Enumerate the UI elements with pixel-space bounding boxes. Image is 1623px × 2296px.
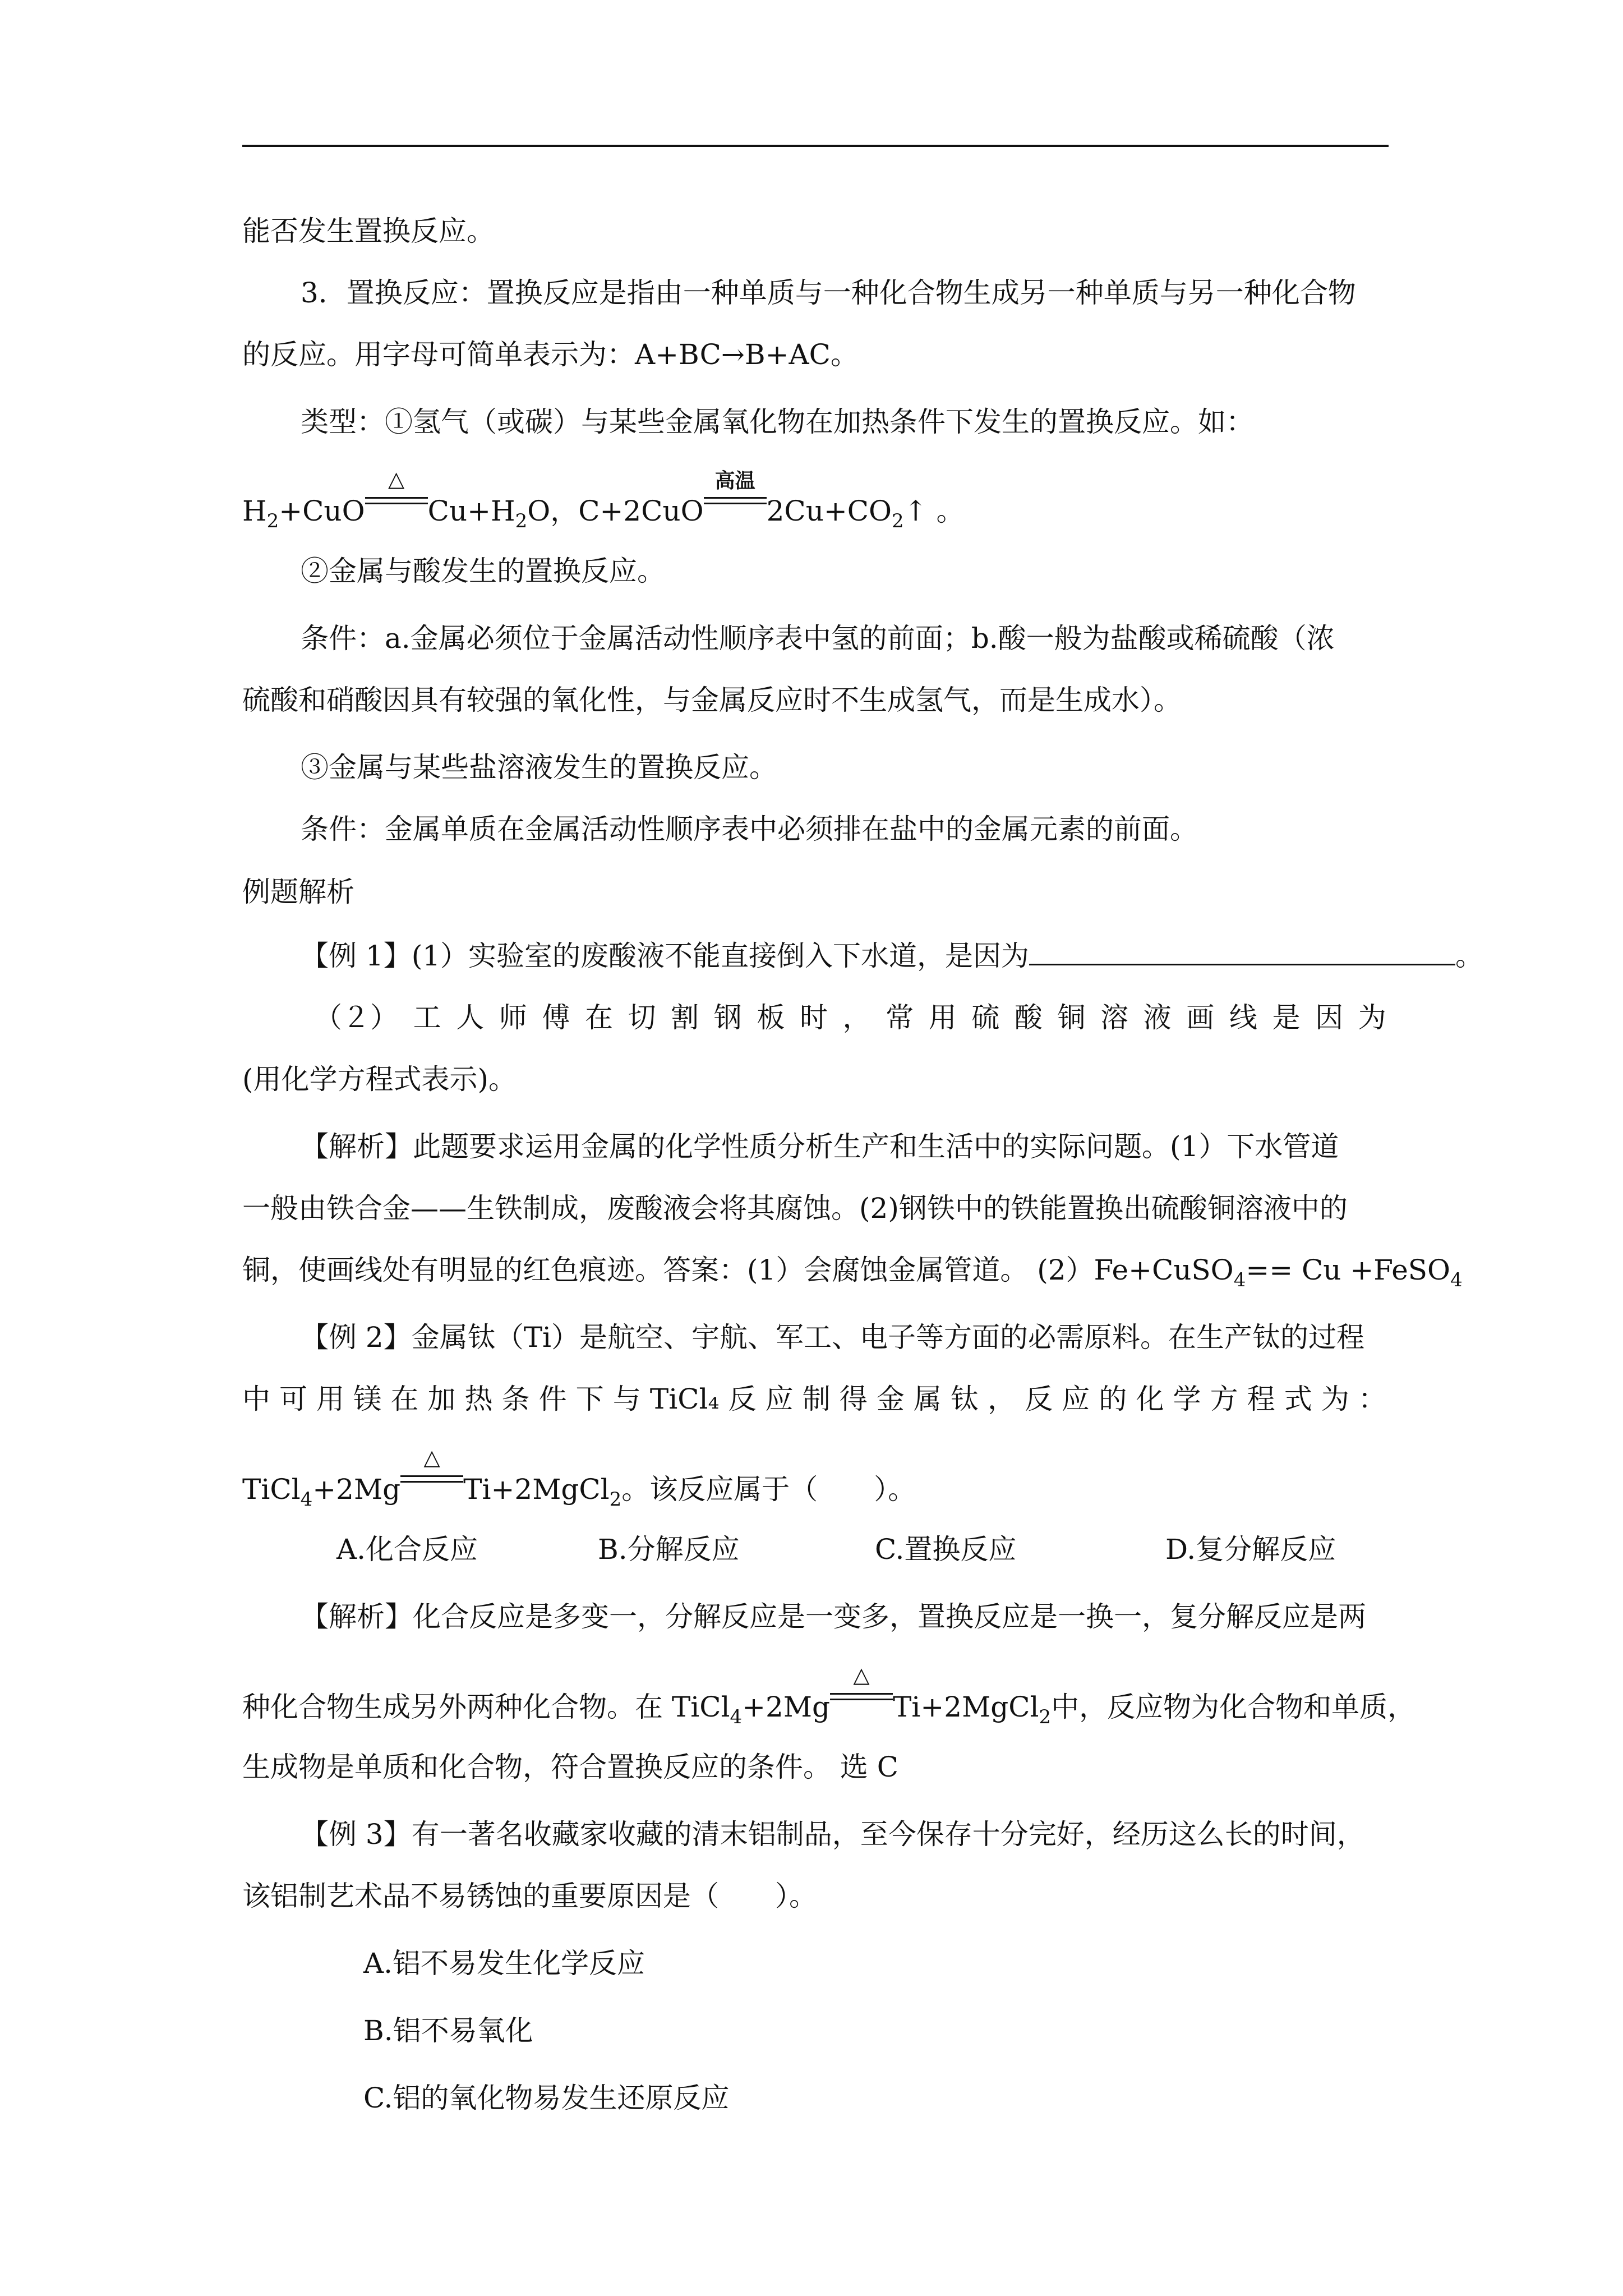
char: 溶: [1100, 1001, 1129, 1034]
char: 时: [799, 1001, 828, 1034]
analysis-text: 中，反应物为化合物和单质，: [1051, 1691, 1416, 1723]
char: ，: [988, 1383, 1016, 1415]
eq-text: +CuO: [279, 495, 365, 527]
char: 反: [728, 1383, 757, 1415]
option-c[interactable]: C.置换反应: [875, 1533, 1017, 1566]
char: 是: [1272, 1001, 1301, 1034]
condition-line: 硫酸和硝酸因具有较强的氧化性，与金属反应时不生成氢气，而是生成水）。: [242, 684, 1182, 716]
section-3-line: 的反应。用字母可简单表示为：A+BC→B+AC。: [242, 338, 859, 371]
subscript: 2: [515, 510, 528, 532]
example-2-answer: 生成物是单质和化合物，符合置换反应的条件。 选 C: [242, 1751, 899, 1783]
answer-blank: [1029, 939, 1455, 965]
char: 硫: [971, 1001, 1000, 1034]
eq-text: Ti+2MgCl: [463, 1473, 610, 1506]
char: 化: [1136, 1383, 1164, 1415]
char: 画: [1186, 1001, 1215, 1034]
example-2-question: [242, 1382, 1386, 1416]
eq-text: TiCl: [242, 1473, 301, 1506]
char: 式: [1284, 1383, 1312, 1415]
example-2-question: 【例 2】金属钛（Ti）是航空、宇航、军工、电子等方面的必需原料。在生产钛的过程: [301, 1321, 1365, 1354]
char: 酸: [1014, 1001, 1043, 1034]
char: 割: [671, 1001, 699, 1034]
text-line: 能否发生置换反应。: [242, 215, 495, 247]
char: 条: [501, 1383, 530, 1415]
char: 切: [628, 1001, 656, 1034]
char: 为: [1321, 1383, 1349, 1415]
char: 常: [886, 1001, 914, 1034]
char: 学: [1173, 1383, 1201, 1415]
char: 反: [1025, 1383, 1053, 1415]
heat-arrow: [365, 467, 428, 521]
subscript: 2: [609, 1488, 622, 1511]
char: 程: [1247, 1383, 1275, 1415]
option-a[interactable]: A.化合反应: [336, 1533, 478, 1566]
high-temp-label: 高温: [714, 470, 755, 493]
heat-symbol: △: [388, 467, 405, 491]
question-text: 【例 1】(1）实验室的废酸液不能直接倒入下水道，是因为: [301, 940, 1030, 972]
char: 在: [390, 1383, 419, 1415]
char: 可: [279, 1383, 308, 1415]
char: 与: [612, 1383, 641, 1415]
char: 钛: [951, 1383, 979, 1415]
condition-line: 条件：金属单质在金属活动性顺序表中必须排在盐中的金属元素的前面。: [301, 813, 1198, 845]
header-rule: [242, 145, 1389, 147]
option-a[interactable]: A.铝不易发生化学反应: [363, 1947, 645, 1980]
example-1-question-2: [314, 1001, 1386, 1034]
question-end: 。: [1455, 940, 1484, 972]
char: 液: [1143, 1001, 1172, 1034]
eq-text: O，C+2CuO: [527, 495, 704, 527]
char: （２）: [314, 1001, 398, 1034]
subscript: 4: [1450, 1269, 1463, 1291]
subscript: 4: [1233, 1269, 1246, 1291]
example-3-question: 该铝制艺术品不易锈蚀的重要原因是（ ）。: [242, 1880, 817, 1912]
char: 人: [456, 1001, 485, 1034]
eq-text: 2Cu+CO: [766, 495, 892, 527]
char: 用: [928, 1001, 957, 1034]
char: 热: [464, 1383, 493, 1415]
heat-symbol: △: [853, 1663, 870, 1687]
char: 用: [316, 1383, 345, 1415]
type-2-line: ②金属与酸发生的置换反应。: [301, 555, 665, 587]
subscript: 2: [266, 510, 279, 532]
answer-text: 铜，使画线处有明显的红色痕迹。答案：(1）会腐蚀金属管道。 (2）Fe+CuSO: [242, 1254, 1234, 1286]
subscript: 4: [730, 1706, 743, 1728]
high-temp-arrow: [704, 470, 767, 521]
eq-text: Cu+H: [427, 495, 515, 527]
analysis-text: Ti+2MgCl: [893, 1691, 1039, 1723]
answer-text: == Cu +FeSO: [1246, 1254, 1451, 1286]
char: 金: [876, 1383, 905, 1415]
analysis-text: +2Mg: [742, 1691, 831, 1723]
char: 制: [802, 1383, 831, 1415]
char: 得: [839, 1383, 868, 1415]
char: 镁: [353, 1383, 382, 1415]
char: 铜: [1057, 1001, 1086, 1034]
eq-text: ↑ 。: [903, 495, 965, 527]
example-3-question: 【例 3】有一著名收藏家收藏的清末铝制品，至今保存十分完好，经历这么长的时间，: [301, 1818, 1365, 1851]
char: 板: [757, 1001, 785, 1034]
examples-heading: 例题解析: [242, 876, 354, 908]
heat-arrow: [830, 1663, 893, 1717]
example-1-question: [301, 939, 1483, 973]
subscript: 2: [1039, 1706, 1052, 1728]
char: 方: [1210, 1383, 1238, 1415]
char: 傅: [542, 1001, 570, 1034]
char: 为: [1358, 1001, 1386, 1034]
char: 线: [1229, 1001, 1257, 1034]
option-d[interactable]: D.复分解反应: [1165, 1533, 1336, 1566]
subscript: 2: [892, 510, 904, 532]
char: TiCl₄: [649, 1383, 720, 1415]
char: 件: [538, 1383, 567, 1415]
char: 师: [499, 1001, 527, 1034]
char: 应: [1062, 1383, 1090, 1415]
example-2-equation: [242, 1445, 916, 1511]
char: 在: [584, 1001, 613, 1034]
option-c[interactable]: C.铝的氧化物易发生还原反应: [363, 2082, 730, 2114]
example-1-question-2-tail: (用化学方程式表示)。: [242, 1063, 517, 1096]
char: 应: [765, 1383, 794, 1415]
char: 中: [242, 1383, 270, 1415]
type-1-line: 类型：①氢气（或碳）与某些金属氧化物在加热条件下发生的置换反应。如：: [301, 406, 1254, 438]
eq-text: +2Mg: [312, 1473, 401, 1506]
eq-text: 。该反应属于（ ）。: [621, 1473, 916, 1506]
heat-symbol: △: [423, 1445, 440, 1470]
char: 钢: [713, 1001, 742, 1034]
char: 的: [1099, 1383, 1127, 1415]
example-2-analysis: 【解析】化合反应是多变一，分解反应是一变多，置换反应是一换一，复分解反应是两: [301, 1600, 1366, 1633]
analysis-text: 种化合物生成另外两种化合物。在 TiCl: [242, 1691, 730, 1723]
type-3-line: ③金属与某些盐溶液发生的置换反应。: [301, 751, 777, 784]
condition-line: 条件：a.金属必须位于金属活动性顺序表中氢的前面；b.酸一般为盐酸或稀硫酸（浓: [301, 622, 1335, 655]
heat-arrow: [400, 1445, 463, 1499]
char: 加: [427, 1383, 456, 1415]
char: ，: [842, 1001, 871, 1034]
char: 工: [413, 1001, 441, 1034]
eq-text: H: [242, 495, 267, 527]
example-1-analysis: 【解析】此题要求运用金属的化学性质分析生产和生活中的实际问题。(1）下水管道: [301, 1130, 1339, 1163]
example-2-analysis: [242, 1663, 1416, 1728]
example-1-analysis: 一般由铁合金——生铁制成，废酸液会将其腐蚀。(2)钢铁中的铁能置换出硫酸铜溶液中的: [242, 1192, 1348, 1225]
char: ：: [1358, 1383, 1386, 1415]
equation-line: [242, 467, 965, 532]
char: 因: [1315, 1001, 1344, 1034]
char: 属: [913, 1383, 942, 1415]
subscript: 4: [300, 1488, 313, 1511]
option-b[interactable]: B.铝不易氧化: [363, 2014, 533, 2047]
example-2-options: [0, 1533, 1623, 1566]
option-b[interactable]: B.分解反应: [598, 1533, 740, 1566]
section-3-line: 3．置换反应：置换反应是指由一种单质与一种化合物生成另一种单质与另一种化合物: [301, 277, 1356, 309]
example-1-answer: [242, 1253, 1463, 1291]
char: 下: [575, 1383, 604, 1415]
